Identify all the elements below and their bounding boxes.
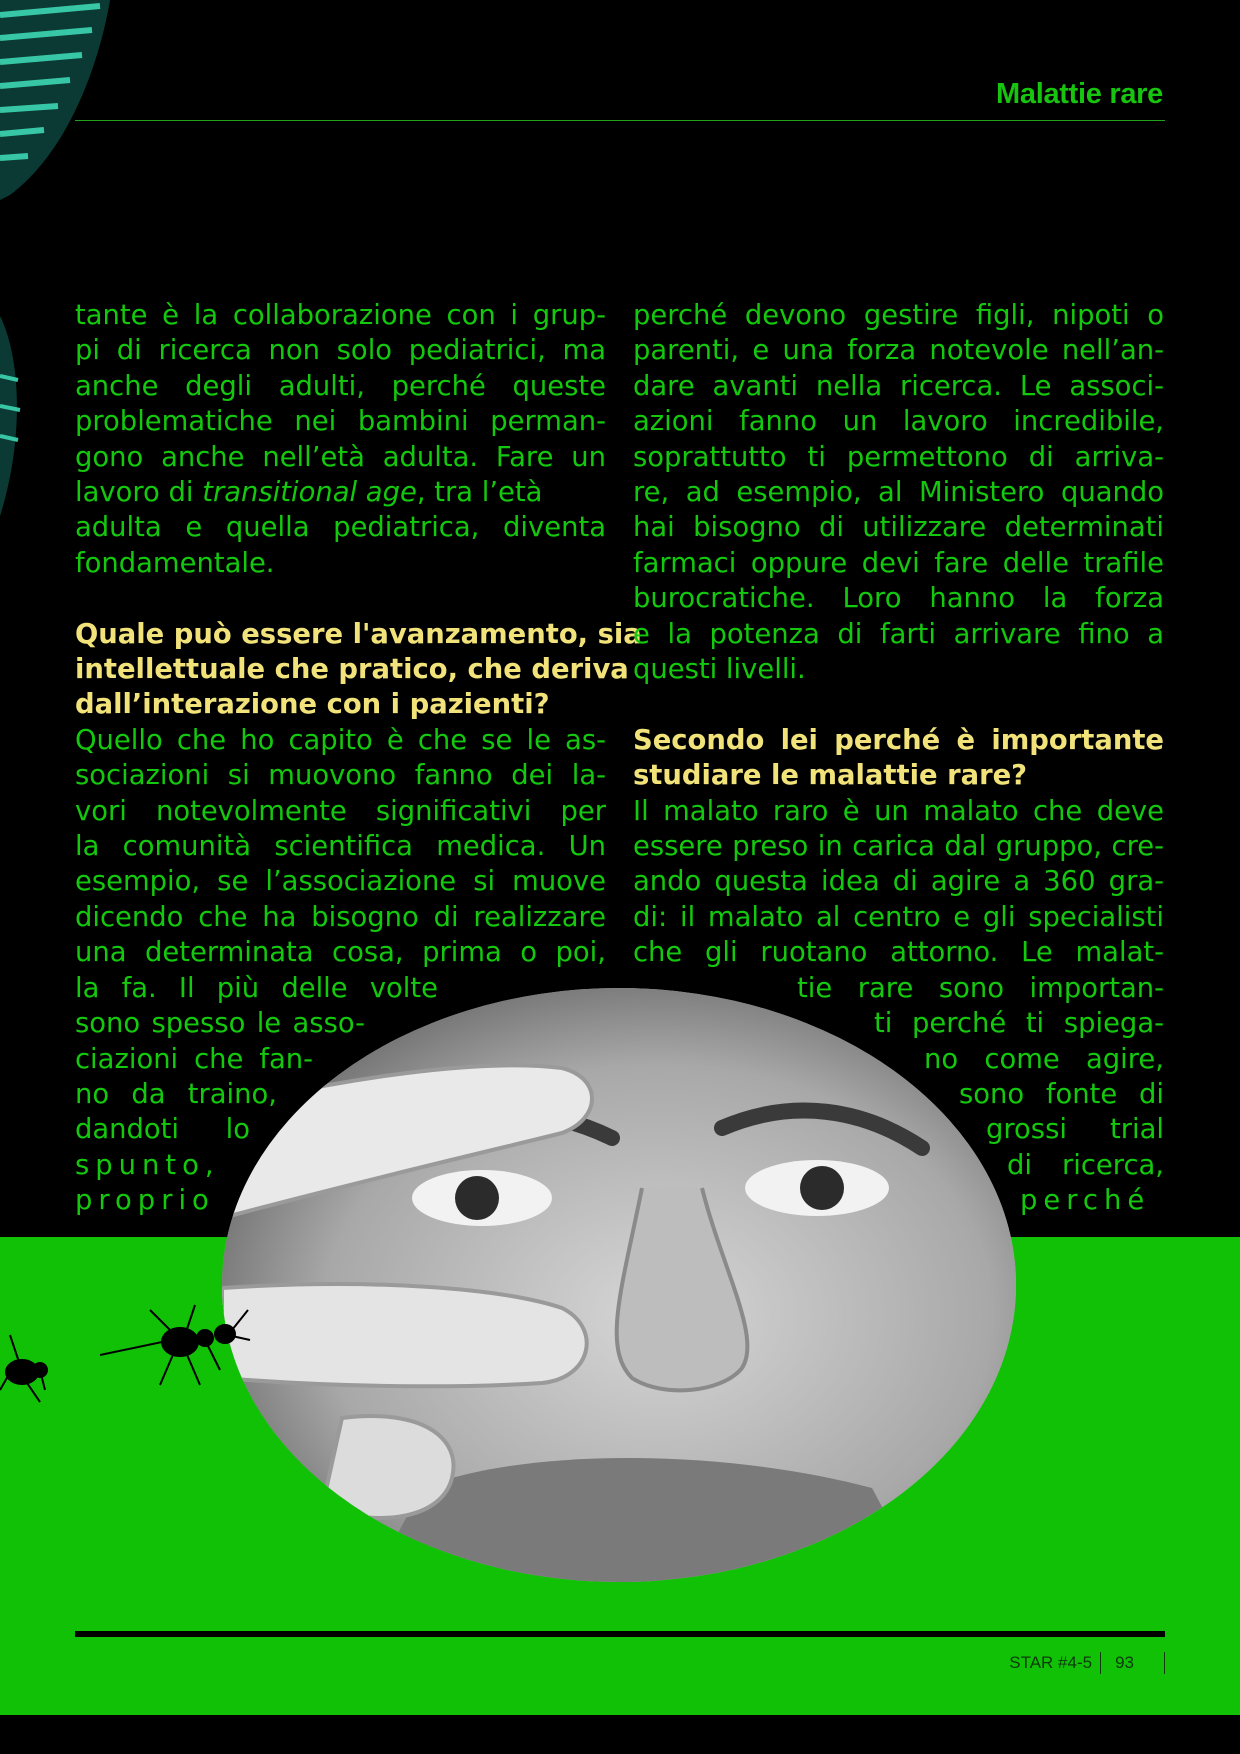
- page-footer: [1009, 1652, 1165, 1674]
- portrait-photo: [222, 988, 1016, 1582]
- body-line: vori notevolmente significativi per: [75, 795, 606, 827]
- body-line: la fa. Il più delle volte: [75, 972, 438, 1004]
- question-heading: dall’interazione con i pazienti?: [75, 689, 550, 721]
- body-line: fondamentale.: [75, 547, 275, 579]
- question-heading: Secondo lei perché è importante: [633, 724, 1164, 756]
- body-line: perché: [1020, 1185, 1151, 1217]
- question-heading: intellettuale che pratico, che deriva: [75, 654, 629, 686]
- ant-illustration: [0, 1290, 260, 1410]
- body-line: ando questa idea di agire a 360 gra-: [633, 866, 1164, 898]
- footer-divider: [75, 1631, 1165, 1637]
- body-line: esempio, se l’associazione si muove: [75, 866, 606, 898]
- body-text: lavoro di: [75, 477, 203, 509]
- body-line: che gli ruotano attorno. Le malat-: [633, 937, 1164, 969]
- bottom-black-strip: [0, 1715, 1240, 1754]
- body-line: sono fonte di: [959, 1078, 1164, 1110]
- body-line: dandoti lo: [75, 1114, 250, 1146]
- footer-separator: [1100, 1652, 1101, 1674]
- issue-label: STAR #4-5: [1009, 1653, 1093, 1672]
- insect-wing-illustration: [0, 0, 120, 200]
- body-line: spunto,: [75, 1149, 220, 1181]
- body-line: tante è la collaborazione con i grup-: [75, 300, 606, 331]
- body-line: sono spesso le asso-: [75, 1008, 365, 1040]
- body-line: una determinata cosa, prima o poi,: [75, 937, 606, 969]
- body-line: no come agire,: [924, 1043, 1164, 1075]
- body-text: , tra l’età: [416, 477, 543, 509]
- body-line: azioni fanno un lavoro incredibile,: [633, 406, 1164, 438]
- body-line: proprio: [75, 1185, 215, 1217]
- page-number: 93: [1115, 1653, 1134, 1672]
- question-heading: studiare le malattie rare?: [633, 760, 1028, 792]
- body-line: Il malato raro è un malato che deve: [633, 795, 1164, 827]
- question-heading: Quale può essere l'avanzamento, sia: [75, 618, 642, 650]
- body-line: problematiche nei bambini perman-: [75, 406, 606, 438]
- body-line: di: il malato al centro e gli specialisti: [633, 901, 1164, 933]
- italic-term: transitional age: [202, 477, 417, 509]
- body-line: burocratiche. Loro hanno la forza: [633, 583, 1164, 615]
- body-line: adulta e quella pediatrica, diventa: [75, 512, 606, 544]
- body-line: parenti, e una forza notevole nell’an-: [633, 335, 1164, 367]
- insect-wing-illustration: [0, 316, 28, 516]
- body-line: perché devono gestire figli, nipoti o: [633, 300, 1164, 331]
- body-line: re, ad esempio, al Ministero quando: [633, 477, 1164, 509]
- body-line: grossi trial: [986, 1114, 1164, 1146]
- body-line: [75, 475, 606, 510]
- footer-separator: [1164, 1652, 1165, 1674]
- section-title: Malattie rare: [996, 78, 1163, 110]
- body-line: soprattutto ti permettono di arriva-: [633, 441, 1164, 473]
- body-line: dare avanti nella ricerca. Le associ-: [633, 370, 1164, 402]
- body-line: dicendo che ha bisogno di realizzare: [75, 901, 606, 933]
- body-line: pi di ricerca non solo pediatrici, ma: [75, 335, 606, 367]
- body-line: gono anche nell’età adulta. Fare un: [75, 441, 606, 473]
- body-line: la comunità scientifica medica. Un: [75, 831, 606, 863]
- body-line: anche degli adulti, perché queste: [75, 370, 606, 402]
- body-line: essere preso in carica dal gruppo, cre-: [633, 831, 1164, 863]
- body-line: sociazioni si muovono fanno dei la-: [75, 760, 606, 792]
- body-line: no da traino,: [75, 1078, 277, 1110]
- body-line: ciazioni che fan-: [75, 1043, 313, 1075]
- body-line: tie rare sono importan-: [797, 972, 1164, 1004]
- header-divider: [75, 120, 1165, 121]
- body-line: hai bisogno di utilizzare determinati: [633, 512, 1164, 544]
- body-line: e la potenza di farti arrivare fino a: [633, 618, 1164, 650]
- body-line: questi livelli.: [633, 654, 806, 686]
- body-line: Quello che ho capito è che se le as-: [75, 724, 606, 756]
- body-line: ti perché ti spiega-: [874, 1008, 1164, 1040]
- body-line: farmaci oppure devi fare delle trafile: [633, 547, 1164, 579]
- body-line: di ricerca,: [1007, 1149, 1164, 1181]
